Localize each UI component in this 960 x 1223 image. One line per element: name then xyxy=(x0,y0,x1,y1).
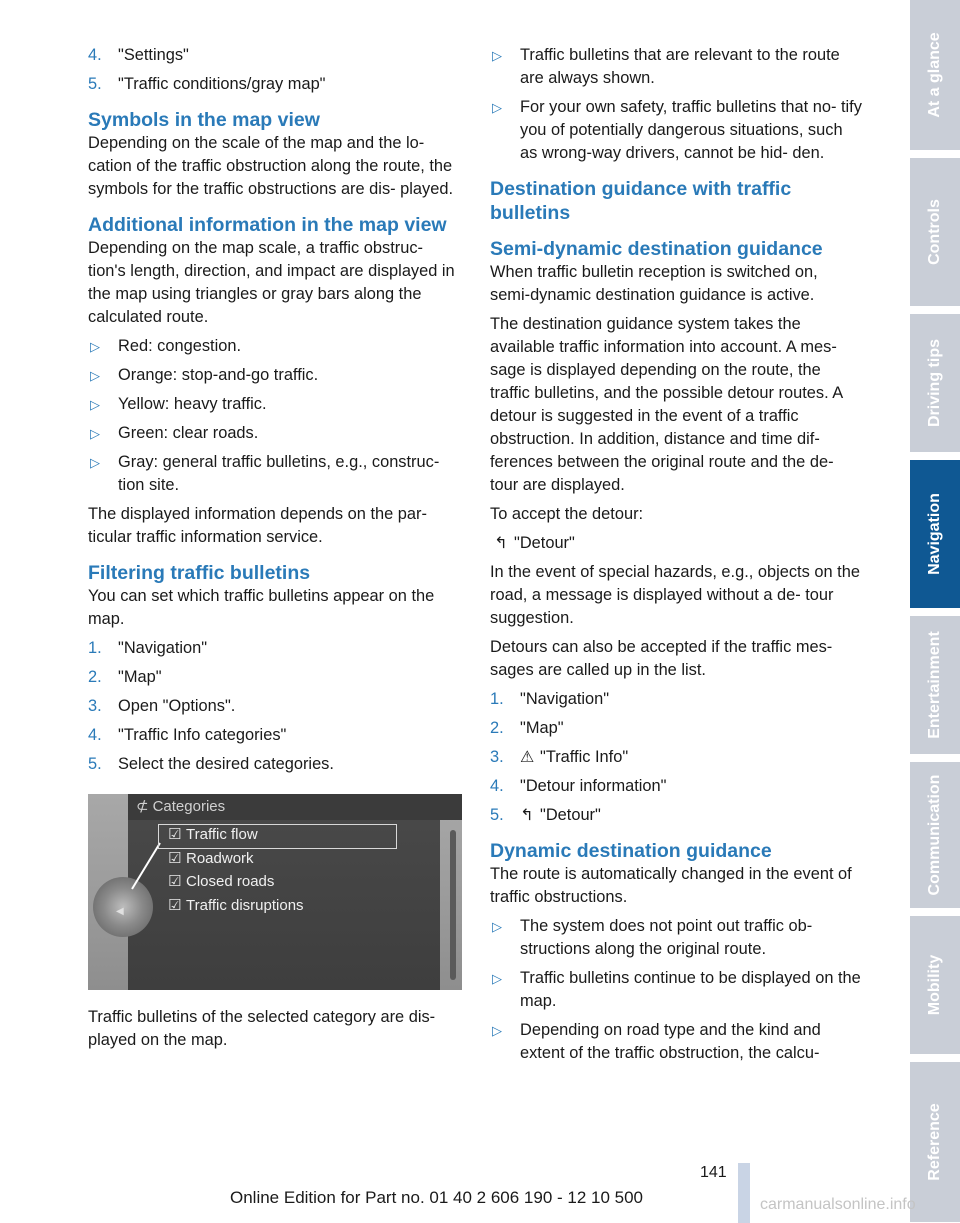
list-item xyxy=(88,335,462,358)
list-text: Select the desired categories. xyxy=(118,755,334,773)
categories-screenshot xyxy=(88,794,462,990)
checkbox-checked-icon: ☑ xyxy=(168,826,182,843)
list-item xyxy=(490,717,862,740)
detour-arrow-icon: ↰ xyxy=(494,535,508,552)
tab-label: At a glance xyxy=(926,32,943,118)
list-text: Open "Options". xyxy=(118,697,236,715)
list-item xyxy=(88,724,462,747)
bullet-triangle-icon: ▷ xyxy=(492,971,502,986)
bullet-triangle-icon: ▷ xyxy=(492,100,502,115)
left-column xyxy=(88,44,462,1058)
heading-dynamic: Dynamic destination guidance xyxy=(490,840,772,862)
screenshot-row xyxy=(168,825,258,845)
list-item xyxy=(88,753,462,776)
list-text: The system does not point out traffic ob- structions along the original route. xyxy=(520,917,813,958)
list-item xyxy=(88,695,462,718)
paragraph-hazards: In the event of special hazards, e.g., objects on the road, a message is displayed without a de- tour suggestion. xyxy=(490,563,860,627)
screenshot-header-label: Categories xyxy=(152,798,226,815)
list-item xyxy=(490,96,862,165)
paragraph-additional: Depending on the map scale, a traffic obstruc- tion's length, direction, and impact are displayed in the map using triangles or gray bars along the calculated route. xyxy=(88,239,455,326)
list-item xyxy=(88,364,462,387)
bullet-list-dynamic xyxy=(490,915,862,1065)
list-item xyxy=(490,915,862,961)
row-label: Traffic flow xyxy=(186,826,258,843)
list-item xyxy=(88,666,462,689)
numbered-list-filtering xyxy=(88,637,462,776)
bullet-triangle-icon: ▷ xyxy=(492,48,502,63)
screenshot-row xyxy=(168,896,304,916)
bullet-triangle-icon: ▷ xyxy=(90,339,100,354)
paragraph-dynamic: The route is automatically changed in the event of traffic obstructions. xyxy=(490,865,852,906)
list-text: "Map" xyxy=(118,668,162,686)
list-text: "Detour" xyxy=(540,806,601,824)
chapter-tabs xyxy=(910,0,960,1222)
list-text: Green: clear roads. xyxy=(118,424,259,442)
page-marker-bar xyxy=(738,1163,750,1223)
list-number: 5. xyxy=(490,806,504,824)
list-item xyxy=(490,746,862,769)
list-text: Gray: general traffic bulletins, e.g., construc- tion site. xyxy=(118,453,440,494)
tab-at-a-glance[interactable] xyxy=(910,0,960,150)
list-item xyxy=(490,775,862,798)
list-item xyxy=(490,967,862,1013)
bullet-list-colors xyxy=(88,335,462,497)
screenshot-row xyxy=(168,849,254,869)
list-text: For your own safety, traffic bulletins that no- tify you of potentially dangerous situations, such as wrong-way drivers, cannot be hid- den. xyxy=(520,98,862,162)
tab-label: Communication xyxy=(926,774,943,896)
tab-label: Entertainment xyxy=(926,631,943,739)
list-number: 4. xyxy=(490,777,504,795)
bullet-list-top xyxy=(490,44,862,165)
heading-filtering: Filtering traffic bulletins xyxy=(88,562,311,584)
list-text: Red: congestion. xyxy=(118,337,242,355)
tab-label: Navigation xyxy=(926,493,943,575)
watermark: carmanualsonline.info xyxy=(760,1196,916,1213)
list-item xyxy=(88,393,462,416)
list-item xyxy=(490,804,862,827)
arrow-left-icon: ◀ xyxy=(116,906,124,917)
numbered-list-settings xyxy=(88,44,462,96)
list-number: 2. xyxy=(88,668,102,686)
paragraph-displayed: The displayed information depends on the par- ticular traffic information service. xyxy=(88,505,427,546)
bullet-triangle-icon: ▷ xyxy=(492,1023,502,1038)
row-label: Traffic disruptions xyxy=(186,897,304,914)
paragraph-semi-2: The destination guidance system takes the available traffic information into account. A mes- sage is displayed depending on the route, the traffic bulletins, and the possible detour routes. A detour is suggested in the event of a traffic obstruction. In addition, distance and time dif- ferences between the original route and the de- tour are displayed. xyxy=(490,315,843,494)
list-item xyxy=(490,44,862,90)
checkbox-checked-icon: ☑ xyxy=(168,873,182,890)
list-text: "Detour information" xyxy=(520,777,667,795)
paragraph-accept: To accept the detour: xyxy=(490,505,644,523)
list-number: 4. xyxy=(88,726,102,744)
tab-driving-tips[interactable] xyxy=(910,314,960,452)
tab-communication[interactable] xyxy=(910,762,960,908)
warning-triangle-icon: ⚠ xyxy=(520,749,535,766)
scroll-rail xyxy=(450,830,456,980)
bullet-triangle-icon: ▷ xyxy=(492,919,502,934)
list-text: "Navigation" xyxy=(118,639,208,657)
list-number: 4. xyxy=(88,46,102,64)
row-label: Closed roads xyxy=(186,873,275,890)
heading-symbols: Symbols in the map view xyxy=(88,109,320,131)
tab-label: Reference xyxy=(926,1103,943,1181)
list-text: Depending on road type and the kind and extent of the traffic obstruction, the calcu- xyxy=(520,1021,821,1062)
list-text: Traffic bulletins that are relevant to the route are always shown. xyxy=(520,46,840,87)
tab-navigation[interactable] xyxy=(910,460,960,608)
detour-instruction xyxy=(490,532,862,555)
list-text: "Traffic Info categories" xyxy=(118,726,287,744)
list-item xyxy=(490,688,862,711)
heading-semi-dynamic: Semi-dynamic destination guidance xyxy=(490,238,823,260)
list-number: 1. xyxy=(88,639,102,657)
list-text: "Traffic Info" xyxy=(540,748,629,766)
right-column xyxy=(490,44,862,1071)
paragraph-list: Detours can also be accepted if the traffic mes- sages are called up in the list. xyxy=(490,638,833,679)
list-item xyxy=(490,1019,862,1065)
pointer-line-icon xyxy=(128,841,162,891)
tab-label: Driving tips xyxy=(926,338,943,428)
tab-entertainment[interactable] xyxy=(910,616,960,754)
tab-mobility[interactable] xyxy=(910,916,960,1054)
page-number: 141 xyxy=(700,1164,727,1181)
detour-arrow-icon: ↰ xyxy=(520,807,534,824)
screenshot-header xyxy=(128,794,462,820)
bullet-triangle-icon: ▷ xyxy=(90,368,100,383)
list-number: 3. xyxy=(88,697,102,715)
list-item xyxy=(88,422,462,445)
tab-label: Controls xyxy=(926,199,943,265)
paragraph-filtering: You can set which traffic bulletins appear on the map. xyxy=(88,587,435,628)
list-number: 5. xyxy=(88,755,102,773)
list-number: 1. xyxy=(490,690,504,708)
list-text: "Map" xyxy=(520,719,564,737)
list-number: 3. xyxy=(490,748,504,766)
list-item xyxy=(88,73,462,96)
paragraph-symbols: Depending on the scale of the map and the lo- cation of the traffic obstruction along the route, the symbols for the traffic obstructions are dis- played. xyxy=(88,134,454,198)
checkbox-checked-icon: ☑ xyxy=(168,897,182,914)
paragraph-after-screenshot: Traffic bulletins of the selected category are dis- played on the map. xyxy=(88,1008,436,1049)
list-number: 2. xyxy=(490,719,504,737)
heading-destination-guidance: Destination guidance with traffic bulletins xyxy=(490,178,792,224)
list-text: Yellow: heavy traffic. xyxy=(118,395,267,413)
tab-reference[interactable] xyxy=(910,1062,960,1222)
footer-edition: Online Edition for Part no. 01 40 2 606 190 - 12 10 500 xyxy=(230,1188,644,1207)
tab-controls[interactable] xyxy=(910,158,960,306)
paragraph-semi-1: When traffic bulletin reception is switched on, semi-dynamic destination guidance is active. xyxy=(490,263,818,304)
check-icon: ⊄ xyxy=(136,798,149,815)
list-item xyxy=(88,451,462,497)
list-number: 5. xyxy=(88,75,102,93)
bullet-triangle-icon: ▷ xyxy=(90,455,100,470)
heading-additional: Additional information in the map view xyxy=(88,214,447,236)
list-text: Orange: stop-and-go traffic. xyxy=(118,366,319,384)
list-text: "Navigation" xyxy=(520,690,610,708)
list-text: Traffic bulletins continue to be displayed on the map. xyxy=(520,969,861,1010)
list-item xyxy=(88,637,462,660)
row-label: Roadwork xyxy=(186,850,254,867)
bullet-triangle-icon: ▷ xyxy=(90,397,100,412)
tab-label: Mobility xyxy=(926,954,943,1016)
list-text: "Traffic conditions/gray map" xyxy=(118,75,326,93)
list-text: "Settings" xyxy=(118,46,189,64)
screenshot-row xyxy=(168,872,274,892)
list-item xyxy=(88,44,462,67)
numbered-list-detour xyxy=(490,688,862,827)
checkbox-checked-icon: ☑ xyxy=(168,850,182,867)
detour-label: "Detour" xyxy=(514,534,575,552)
bullet-triangle-icon: ▷ xyxy=(90,426,100,441)
